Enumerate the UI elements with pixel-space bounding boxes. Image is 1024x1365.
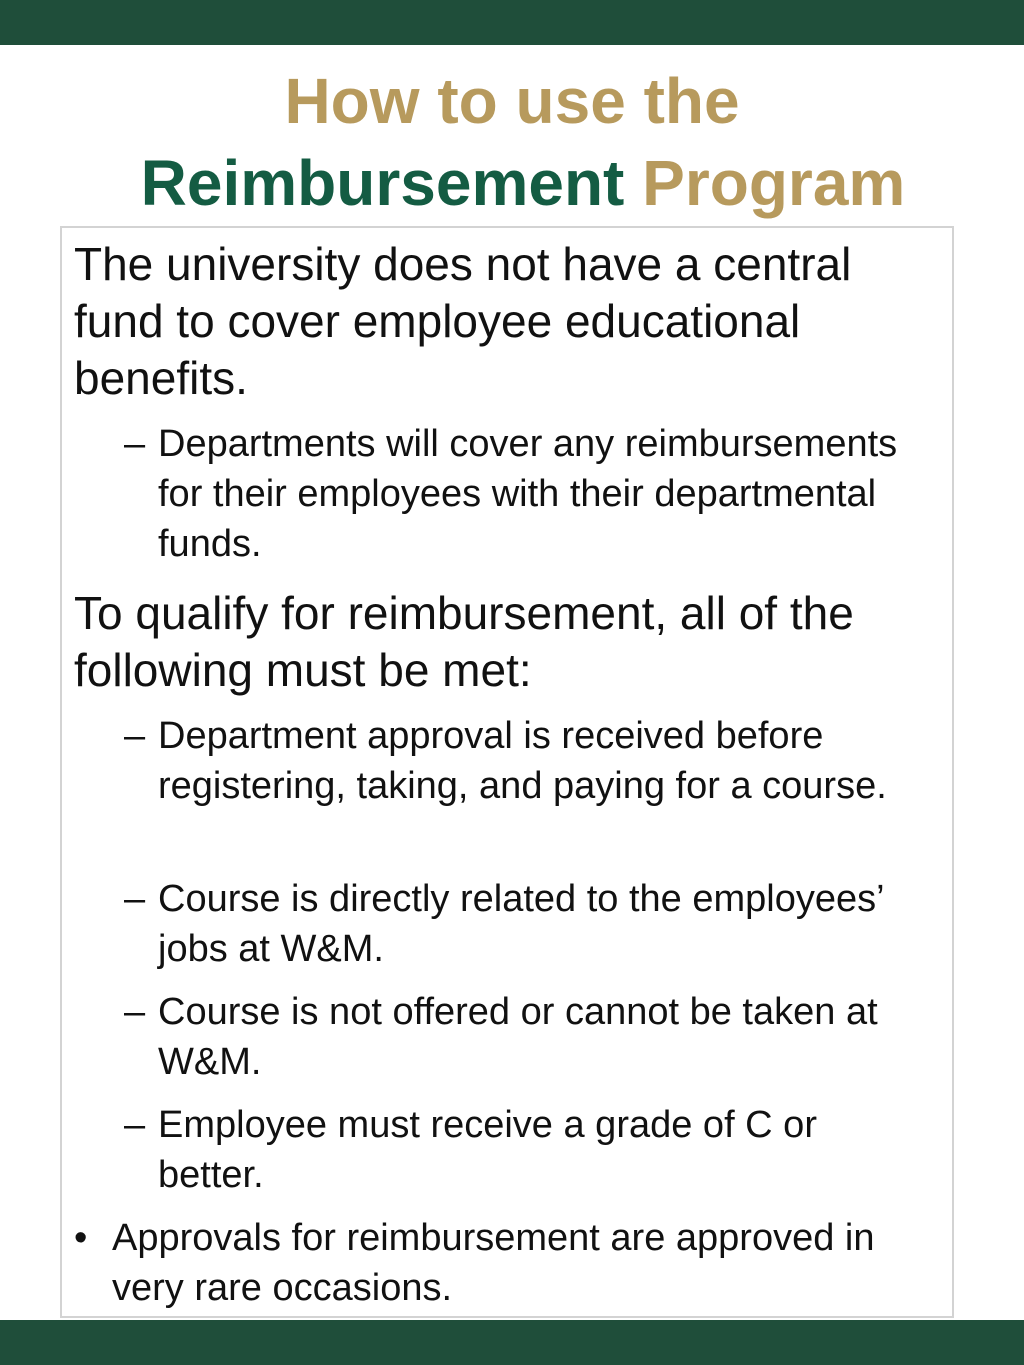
- title-line-2: [0, 142, 1024, 224]
- paragraph-qualify: To qualify for reimbursement, all of the following must be met:: [74, 587, 854, 696]
- bottom-banner-bar: [0, 1320, 1024, 1365]
- paragraph-central-fund: The university does not have a central fund to cover employee educational benefits.: [74, 238, 852, 404]
- top-banner-bar: [0, 0, 1024, 45]
- requirement-text: Course is directly related to the employees’ jobs at W&M.: [158, 878, 884, 970]
- dash-marker: –: [124, 991, 146, 1033]
- dash-marker: –: [124, 715, 146, 757]
- dash-marker: –: [124, 878, 146, 920]
- title-line-1: How to use the: [284, 65, 740, 137]
- bullet-item-approvals: [74, 1213, 934, 1313]
- requirement-item: [124, 987, 924, 1087]
- requirement-item: [124, 1100, 924, 1200]
- requirement-item: [124, 711, 924, 811]
- dash-marker: –: [124, 1104, 146, 1146]
- title-word-program: Program: [642, 147, 906, 219]
- sub-item-departments: [124, 419, 924, 569]
- requirement-text: Course is not offered or cannot be taken at W&M.: [158, 991, 878, 1083]
- requirement-item: [124, 874, 924, 974]
- bullet-marker: •: [74, 1217, 88, 1259]
- title-word-reimbursement: Reimbursement: [140, 147, 625, 219]
- requirement-text: Employee must receive a grade of C or better.: [158, 1104, 817, 1196]
- sub-item-text: Departments will cover any reimbursements for their employees with their departmental funds.: [158, 423, 898, 565]
- requirement-text: Department approval is received before registering, taking, and paying for a course.: [158, 715, 887, 807]
- slide-title: [0, 60, 1024, 224]
- dash-marker: –: [124, 423, 146, 465]
- bullet-text: Approvals for reimbursement are approved in very rare occasions.: [112, 1217, 875, 1309]
